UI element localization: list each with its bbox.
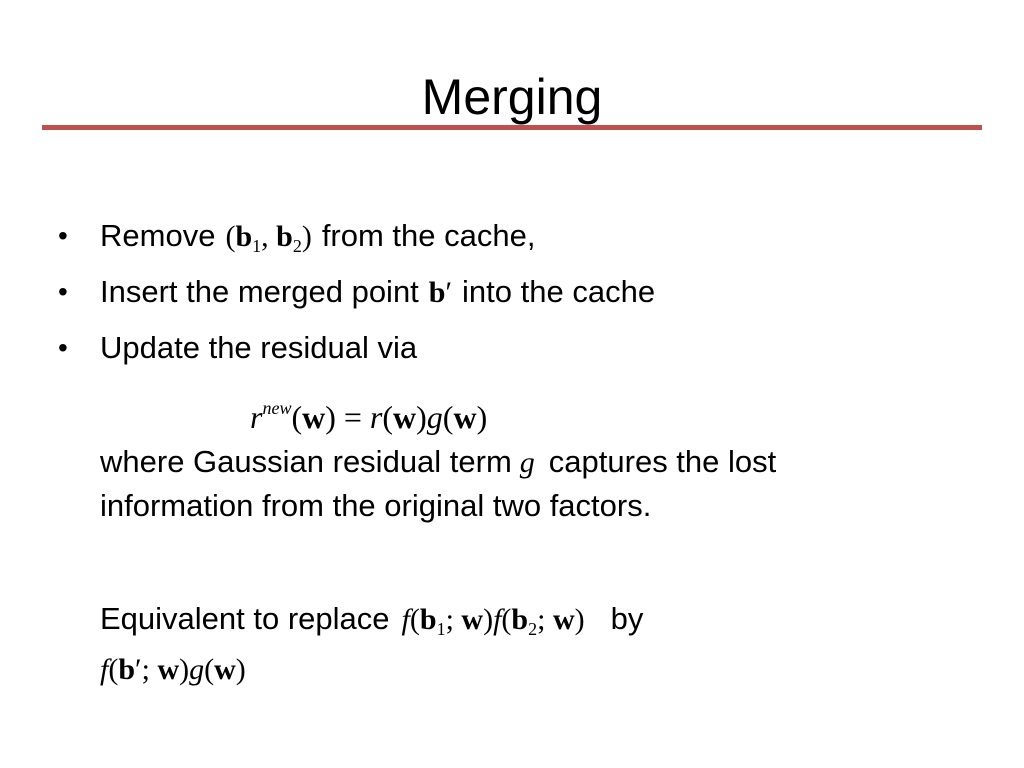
bullet-2-text-after: into the cache xyxy=(462,274,656,309)
bullet-1-text-before: Remove xyxy=(100,218,216,253)
para-2-line-1 xyxy=(100,599,643,649)
bullet-1 xyxy=(100,216,535,266)
bullet-3 xyxy=(100,328,417,368)
math-g: g xyxy=(519,446,535,479)
para-1-line-2 xyxy=(100,486,651,526)
bullet-dot: • xyxy=(58,276,68,307)
para-2-text-before: Equivalent to replace xyxy=(100,601,390,636)
bullet-dot: • xyxy=(58,220,68,251)
para-1-text-before: where Gaussian residual term xyxy=(100,444,512,479)
para-1-line-1 xyxy=(100,442,776,483)
title-underline xyxy=(42,125,982,130)
math-b-prime: b′ xyxy=(428,276,453,309)
bullet-1-text-after: from the cache, xyxy=(321,218,536,253)
bullet-2-text-before: Insert the merged point xyxy=(100,274,419,309)
math-f-bprime-g: f(b′; w)g(w) xyxy=(100,653,246,686)
para-1-text-after: captures the lost xyxy=(548,444,777,479)
residual-update-equation: $r^{new}(w) = r(w)g(w)$ xyxy=(250,398,488,435)
bullet-2 xyxy=(100,272,655,313)
para-2-text-after: by xyxy=(610,601,644,636)
bullet-3-text: Update the residual via xyxy=(100,330,418,365)
bullet-dot: • xyxy=(58,332,68,363)
math-b1-b2-pair: ($b_1$, $b_2$) xyxy=(225,220,312,256)
para-1-text-line-2: information from the original two factors. xyxy=(100,488,652,523)
slide-title: Merging xyxy=(421,69,603,125)
math-f-b1-f-b2: $f(b_1$; $w)f(b_2$; w) xyxy=(401,603,585,639)
